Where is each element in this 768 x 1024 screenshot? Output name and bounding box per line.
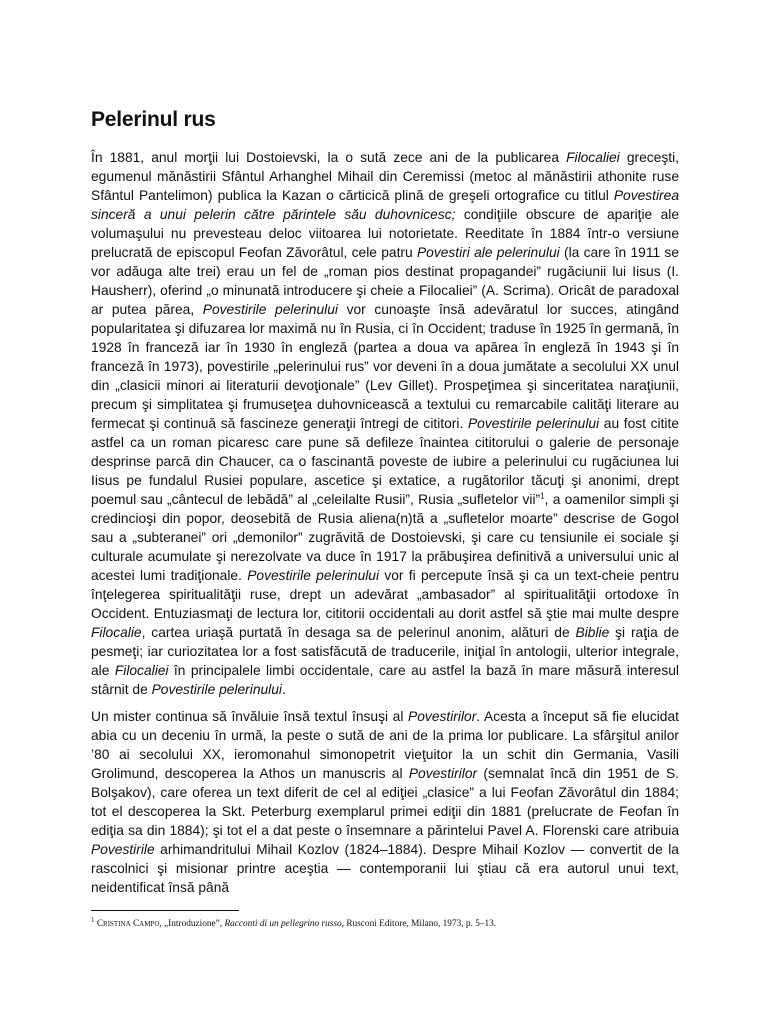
text-run: (la care în 1911 se vor adăuga alte trei) erau un fel de „roman pios destinat propagandei” rugăciunii lui Iisus (I. Hausherr), oferind „o minunată introducere şi cheie a Filocaliei” (A. Scrima). Oricât de paradoxal ar putea părea, [91,245,679,317]
paragraph-1 [91,148,679,699]
text-run: condiţiile obscure de apariţie ale volumaşului nu prevesteau deloc viitoarea lui notorietate. Reeditate în 1884 într-o versiune prelucrată de episcopul Feofan Zăvorâtul, cele patru [91,207,679,260]
text-run: , Rusconi Editore, Milano, 1973, p. 5–13. [341,919,497,929]
footnote-author: Cristina Campo [94,919,160,929]
italic-title: Filocalie [91,625,142,640]
italic-title: Povestirilor [408,766,478,781]
text-run: vor cunoaşte însă adevăratul lor succes, atingând popularitatea şi difuzarea lor maximă nu în Rusia, ci în Occident; traduse în 1925 în germană, în 1928 în franceză iar în 1930 în engleză (partea a doua va apărea în engleză în 1943 şi în franceză în 1973), povestirile „pelerinului rus” vor deveni în a doua jumătate a secolului XX unul din „clasicii minori ai literaturii devoţionale” (Lev Gillet). Prospeţimea şi sinceritatea naraţiunii, precum şi simplitatea şi frumuseţea duhovnicească a textului cu remarcabile calităţi literare au fermecat şi continuă să fascineze generaţii întregi de cititori. [91,302,680,431]
footnote-reference[interactable]: 1 [540,491,545,501]
footnote-marker: 1 [91,915,95,924]
text-run: , cartea uriaşă purtată în desaga sa de pelerinul anonim, alături de [141,625,576,640]
footnote-work-title: Racconti di un pellegrino russo [224,919,342,929]
italic-title: Povestirile pelerinului [151,682,282,697]
paragraph-2 [91,707,679,897]
italic-title: Povestiri ale pelerinului [416,245,560,260]
text-run: Un mister continua să învăluie însă textul însuşi al [91,709,409,724]
italic-title: Povestirea sinceră a unui pelerin către părintele său duhovnicesc; [91,188,679,222]
page-title: Pelerinul rus [91,108,216,131]
text-run: au fost citite astfel ca un roman picaresc care pune să defileze înaintea cititorului o galerie de personaje desprinse parcă din Chaucer, ca o fascinantă poveste de iubire a pelerinului cu rugăciunea lui Iisus pe fundalul Rusiei populare, ascetice şi extatice, a rugătorilor tăcuţi şi anonimi, drept poemul sau „cântecul de lebădă” al „celeilalte Rusii”, Rusia „sufletelor vii” [91,416,680,507]
text-run: . Acesta a început să fie elucidat abia cu un deceniu în urmă, la peste o sută de ani de la prima lor publicare. La sfârşitul anilor ’80 ai secolului XX, ieromonahul simonopetrit vieţuitor la un schit din Germania, Vasili Grolimund, descoperea la Athos un manuscris al [91,709,679,781]
text-run: vor fi percepute însă şi ca un text-cheie pentru înţelegerea spiritualităţii ruse, drept un adevărat „ambasador” al spiritualităţii ortodoxe în Occident. Entuziasmaţi de lectura lor, cititorii occidentali au dorit astfel să ştie mai multe despre [91,568,679,621]
body-text [91,148,679,897]
footnote-separator [91,910,239,911]
text-run: În 1881, anul morţii lui Dostoievski, la o sută zece ani de la publicarea [91,150,567,165]
text-run: şi raţia de pesmeţi; iar curiozitatea lor a fost satisfăcută de traducerile, iniţial în antologii, ulterior integrale, ale [91,625,679,678]
text-run: în principalele limbi occidentale, care au astfel la bază în mare măsură interesul stârnit de [91,663,679,697]
italic-title: Povestirile [91,842,155,857]
italic-title: Povestirile pelerinului [467,416,600,431]
italic-title: Povestirile pelerinului [202,302,338,317]
italic-title: Filocaliei [114,663,169,678]
text-run: (semnalat încă din 1951 de S. Bolşakov), care oferea un text diferit de cel al ediţiei „clasice” a lui Feofan Zăvorâtul din 1884; tot el descoperea la Skt. Peterburg exemplarul primei ediţii din 1881 (prelucrate de Feofan în ediţia sa din 1884); şi tot el a dat peste o însemnare a părintelui Pavel A. Florenski care atribuia [91,766,679,838]
italic-title: Filocaliei [566,150,620,165]
text-run: greceşti, egumenul mănăstirii Sfântul Arhanghel Mihail din Ceremissi (metoc al mănăstirii athonite ruse Sfântul Pantelimon) publica la Kazan o cărticică plină de greşeli ortografice cu titlul [91,150,679,203]
text-run: , a oamenilor simpli şi credincioşi din popor, deosebită de Rusia aliena(n)tă a „sufletelor moarte” descrise de Gogol sau a „subteranei” ori „demonilor” zugrăvită de Dostoievski, şi care cu tensiunile ei sociale şi culturale acumulate şi nerezolvate va duce în 1917 la prăbuşirea definitivă a universului unic al acestei lumi tradiţionale. [91,492,679,583]
italic-title: Povestirilor [408,709,477,724]
text-run: , „Introduzione”, [159,919,225,929]
italic-title: Biblie [575,625,610,640]
text-run: . [281,682,286,697]
footnote [91,915,691,930]
italic-title: Povestirile pelerinului [247,568,380,583]
text-run: arhimandritului Mihail Kozlov (1824–1884). Despre Mihail Kozlov — convertit de la rascolnici şi misionar printre aceştia — contemporanii lui ştiau că era autorul unui text, neidentificat însă până [91,842,679,895]
